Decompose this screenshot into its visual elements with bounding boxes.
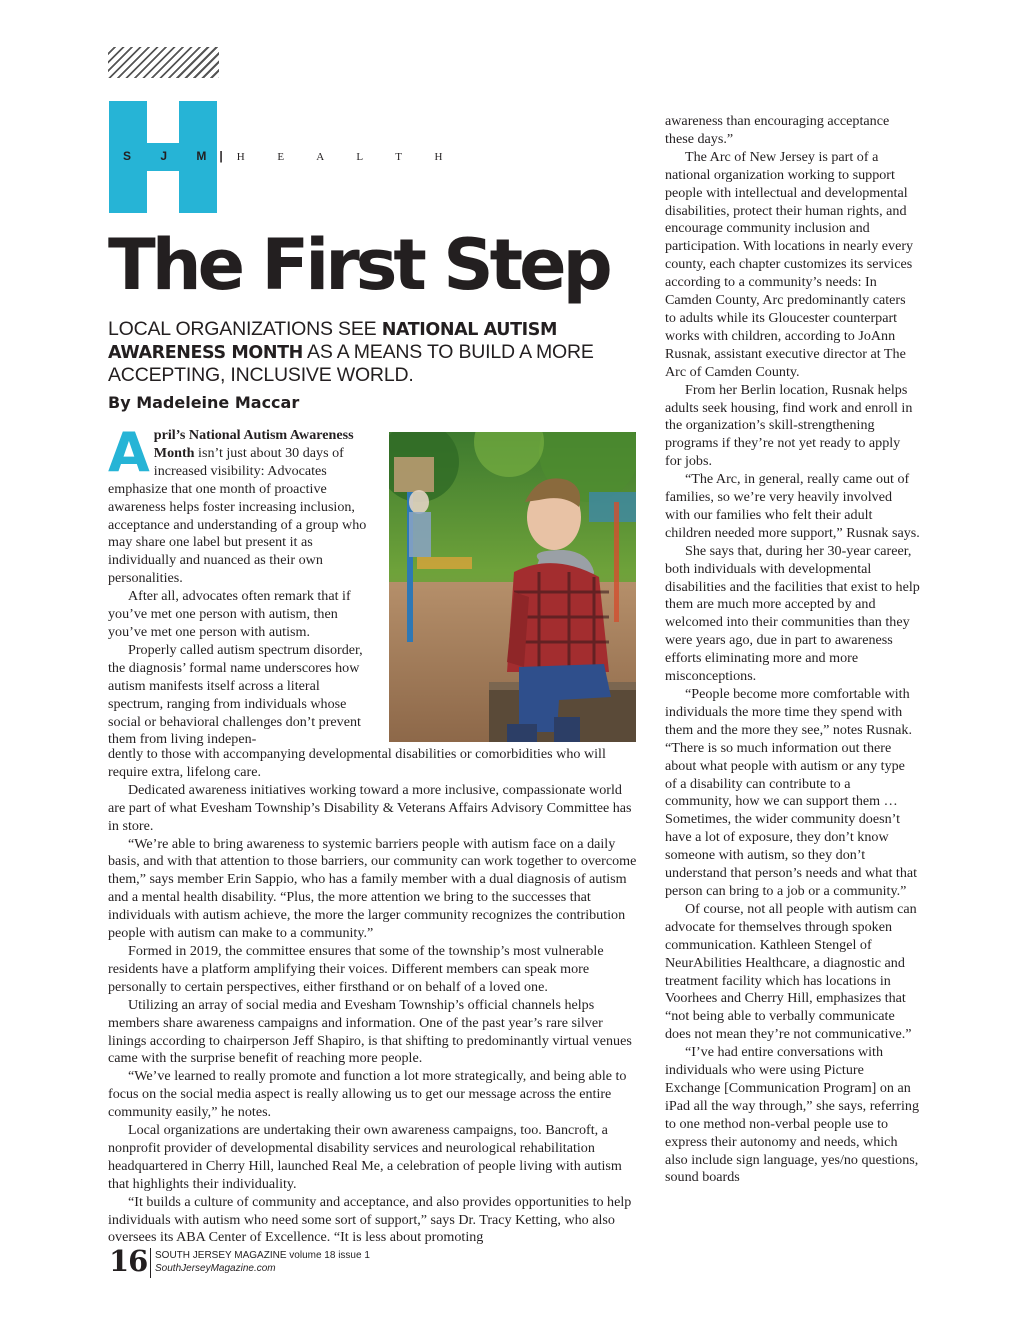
- magazine-url: SouthJerseyMagazine.com: [155, 1263, 276, 1274]
- drop-cap: A: [108, 421, 150, 484]
- page-number: 16: [109, 1244, 148, 1278]
- lead-paragraph: [108, 421, 370, 588]
- right-paragraph-2: The Arc of New Jersey is part of a national organization working to support people with intellectual and developmental disabilities, protect their human rights, and encourage community inclusion and participation. With locations in nearly every county, each chapter customizes its services according to a community’s needs: In Camden County, Arc predominantly caters to adults while its Gloucester counterpart works with children, according to JoAnn Rusnak, assistant executive director at The Arc of Camden County.: [665, 148, 914, 380]
- right-paragraph-7: Of course, not all people with autism can advocate for themselves through spoken communication. Kathleen Stengel of NeurAbilities Healthcare, a diagnostic and treatment facility which has locations in Voorhees and Cherry Hill, emphasizes that “not being able to verbally communicate does not mean they’re not communicative.”: [665, 900, 917, 1043]
- right-paragraph-4: “The Arc, in general, really came out of families, so we’re very heavily involved with our families who felt their adult children needed more support,” Rusnak says.: [665, 471, 920, 541]
- paragraph-2: After all, advocates often remark that if you’ve met one person with autism, then you’ve met one person with autism.: [108, 588, 351, 640]
- deck-part-2: AS A MEANS TO BUILD A MORE ACCEPTING, INCLUSIVE WORLD.: [108, 341, 594, 386]
- paragraph-6: Formed in 2019, the committee ensures that some of the township’s most vulnerable residents have a platform amplifying their voices. Different members can speak more personally to certain perspectives, either firsthand or on behalf of a loved one.: [108, 942, 604, 995]
- section-separator: |: [219, 149, 223, 163]
- section-brand: S J M: [123, 149, 220, 163]
- article-column-left-narrow: [108, 421, 370, 749]
- article-column-left-wide: [108, 746, 638, 1247]
- paragraph-7: Utilizing an array of social media and Evesham Township’s official channels helps members share awareness campaigns and information. One of the past year’s rare silver linings according to chairperson Jeff Shapiro, is that shifting to predominantly virtual venues came with the surprise benefit of reaching more people.: [108, 996, 632, 1067]
- lead-text: isn’t just about 30 days of increased visibility: Advocates emphasize that one month of proactive awareness helps foster increasing inclusion, acceptance and understanding of a group who may share one label but present it as individually and nuanced as their own personalities.: [108, 444, 367, 587]
- right-paragraph-3: From her Berlin location, Rusnak helps adults seek housing, find work and enroll in the organization’s skill-strengthening programs if they’re not yet ready to apply for jobs.: [665, 381, 913, 470]
- paragraph-5: “We’re able to bring awareness to systemic barriers people with autism face on a daily basis, and with that attention to those barriers, our community can work together to overcome them,” says member Erin Sappio, who has a family member with a dual diagnosis of autism and a mental health disability. “Plus, the more attention we bring to the successes that individuals with autism achieve, the more the larger community recognizes the contribution people with autism can make to a community.”: [108, 835, 637, 942]
- paragraph-8: “We’ve learned to really promote and function a lot more strategically, and being able to focus on the social media aspect is really allowing us to get our message across the entire community easily,” he notes.: [108, 1068, 627, 1121]
- paragraph-10: “It builds a culture of community and acceptance, and also provides opportunities to help individuals with autism who need some sort of support,” says Dr. Tracy Ketting, who also oversees its ABA Center of Excellence. “It is less about promoting: [108, 1193, 632, 1246]
- paragraph-3b: dently to those with accompanying developmental disabilities or comorbidities who will require extra, lifelong care.: [108, 746, 606, 780]
- section-label: [123, 149, 457, 163]
- section-name: H E A L T H: [236, 151, 458, 163]
- right-paragraph-1: awareness than encouraging acceptance these days.”: [665, 113, 890, 147]
- decorative-hatch-pattern: [108, 47, 219, 78]
- magazine-issue-label: SOUTH JERSEY MAGAZINE volume 18 issue 1: [155, 1250, 370, 1261]
- right-paragraph-5: She says that, during her 30-year career, both individuals with developmental disabilities and the facilities that exist to help them are much more accepted by and welcomed into their communities than they were years ago, due in part to awareness efforts eliminating more and more misconceptions.: [665, 542, 920, 685]
- article-title: The First Step: [108, 224, 609, 306]
- byline: By Madeleine Maccar: [108, 393, 300, 412]
- paragraph-4: Dedicated awareness initiatives working toward a more inclusive, compassionate world are part of what Evesham Township’s Disability & Veterans Affairs Advisory Committee has in store.: [108, 781, 632, 834]
- article-column-right: [665, 113, 920, 1187]
- lead-bold-text: pril’s National Autism Awareness Month: [153, 427, 354, 461]
- right-paragraph-8: “I’ve had entire conversations with individuals who were using Picture Exchange [Communication Program] on an iPad all the way through,” she says, referring to one method non-verbal people use to express their autonomy and needs, which also include sign language, yes/no questions, sound boards: [665, 1044, 920, 1186]
- article-deck: [108, 318, 628, 386]
- footer-divider: [150, 1248, 151, 1278]
- paragraph-9: Local organizations are undertaking their own awareness campaigns, too. Bancroft, a nonprofit provider of developmental disability services and neurological rehabilitation headquartered in Cherry Hill, launched Real Me, a celebration of people living with autism that highlights their individuality.: [108, 1122, 622, 1192]
- deck-highlight: NATIONAL AUTISM AWARENESS MONTH: [108, 320, 557, 363]
- right-paragraph-6: “People become more comfortable with individuals the more time they spend with them and the more they see,” notes Rusnak. “There is so much information out there about what people with autism or any type of a disability can contribute to a community, how we can support them … Sometimes, the wider community doesn’t have a lot of exposure, they don’t know someone with autism, so they don’t understand that person’s needs and what that person can bring to a job or a community.”: [665, 686, 918, 899]
- paragraph-3a: Properly called autism spectrum disorder, the diagnosis’ formal name underscores how autism manifests itself across a literal spectrum, ranging from individuals whose social or behavioral challenges don’t prevent them from living indepen-: [108, 641, 363, 748]
- boy-on-playground-photo: [389, 432, 636, 742]
- deck-part-1: LOCAL ORGANIZATIONS SEE: [108, 318, 382, 340]
